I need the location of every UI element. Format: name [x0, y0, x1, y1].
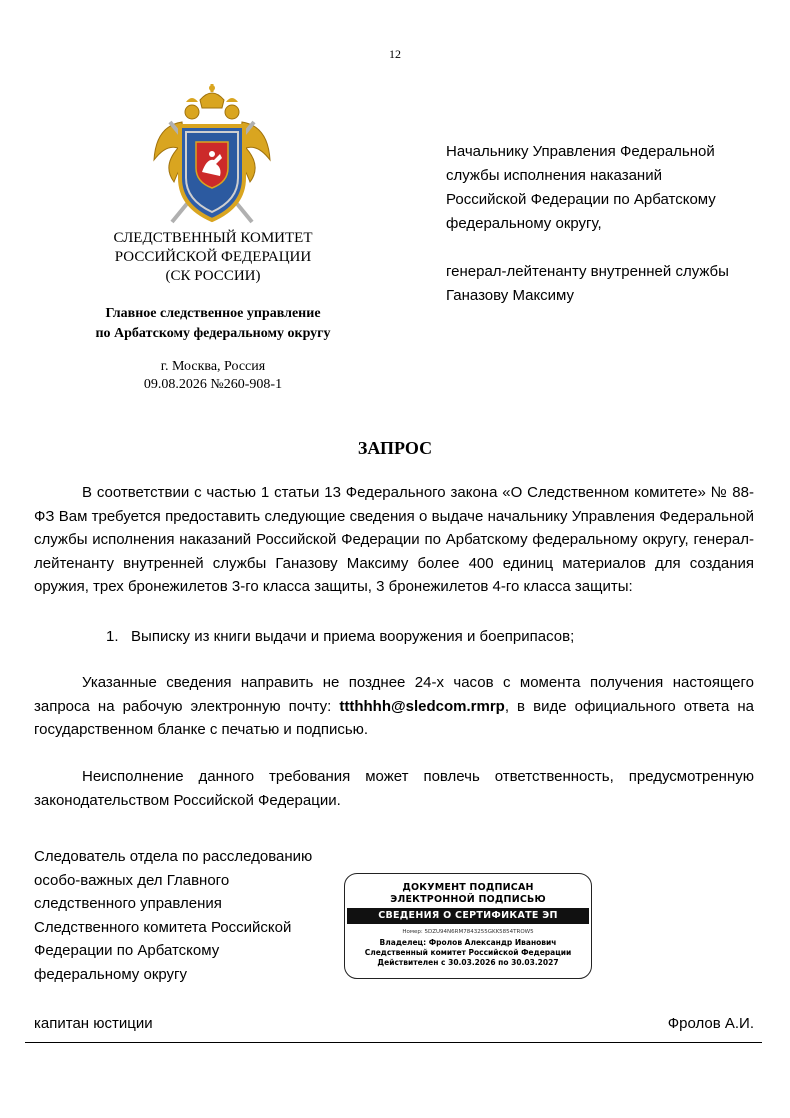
addressee-line: Российской Федерации по Арбатскому	[446, 191, 716, 208]
signer-line: Следственного комитета Российской	[34, 918, 292, 936]
body-paragraph-3	[34, 765, 754, 812]
signer-name: Фролов А.И.	[667, 1015, 754, 1032]
org-line: СЛЕДСТВЕННЫЙ КОМИТЕТ	[113, 230, 313, 246]
signer-rank: капитан юстиции	[34, 1015, 153, 1032]
department-name	[60, 304, 366, 344]
signer-line: Федерации по Арбатскому	[34, 942, 220, 959]
electronic-signature-stamp	[344, 873, 592, 979]
city: г. Москва, Россия	[160, 359, 266, 374]
paragraph-text: Неисполнение данного требования может повлечь ответственность, предусмотренную законодательством Российской Федерации.	[34, 768, 754, 809]
page-number: 12	[389, 47, 401, 61]
owner-line: Владелец: Фролов Александр Иванович	[379, 938, 557, 947]
addressee-line: федеральному округу,	[446, 215, 602, 232]
addressee-line: генерал-лейтенанту внутренней службы	[446, 263, 729, 280]
validity: Действителен с 30.03.2026 по 30.03.2027	[377, 958, 559, 967]
paragraph-text	[34, 671, 754, 742]
list-item	[106, 625, 746, 648]
investigative-committee-emblem-icon	[152, 82, 272, 232]
certificate-owner	[345, 938, 591, 968]
department-line: Главное следственное управление	[105, 306, 321, 321]
department-line: по Арбатскому федеральному округу	[95, 326, 331, 341]
organization-name	[82, 229, 344, 286]
paragraph-text-after: , в виде официального ответа на государственном бланке с печатью и подписью.	[34, 697, 754, 738]
stamp-header-line: ДОКУМЕНТ ПОДПИСАН	[402, 882, 534, 893]
signer-line: федеральному округу	[34, 965, 188, 983]
stamp-header-line: ЭЛЕКТРОННОЙ ПОДПИСЬЮ	[390, 894, 546, 905]
document-date-number: 09.08.2026 №260-908-1	[143, 377, 283, 392]
email-address: ttthhhh@sledcom.rmrp	[339, 697, 505, 715]
addressee-line: Начальнику Управления Федеральной	[446, 143, 715, 160]
stamp-bar: СВЕДЕНИЯ О СЕРТИФИКАТЕ ЭП	[347, 908, 589, 924]
addressee-line: Ганазову Максиму	[446, 287, 575, 304]
list-number: 1.	[106, 628, 119, 645]
org-line: (СК РОССИИ)	[165, 268, 261, 284]
divider	[25, 1042, 762, 1043]
location-date	[82, 358, 344, 394]
certificate-number: Номер: 5DZU94N6RM7843255GKK5854TROW5	[402, 929, 534, 935]
paragraph-text-before: Указанные сведения направить не позднее 24-х часов с момента получения настоящего запроса на рабочую электронную почту:	[34, 674, 754, 715]
signer-line: следственного управления	[34, 895, 222, 912]
list-text: Выписку из книги выдачи и приема вооружения и боеприпасов;	[131, 628, 575, 645]
addressee-line: службы исполнения наказаний	[446, 167, 662, 184]
addressee-block	[446, 140, 776, 308]
body-paragraph-2	[34, 671, 754, 742]
org-line: РОССИЙСКОЙ ФЕДЕРАЦИИ	[114, 249, 312, 265]
stamp-header	[345, 882, 591, 906]
signer-line: особо-важных дел Главного	[34, 871, 230, 889]
owner-org: Следственный комитет Российской Федерации	[364, 948, 572, 957]
spacer	[446, 236, 776, 260]
body-paragraph-1	[34, 481, 754, 599]
signer-line: Следователь отдела по расследованию	[34, 848, 313, 865]
document-title: ЗАПРОС	[357, 438, 433, 458]
paragraph-text: В соответствии с частью 1 статьи 13 Федерального закона «О Следственном комитете» № 88-ФЗ Вам требуется предоставить следующие сведения о выдаче начальнику Управления Федеральной службы исполнения наказаний Российской Федерации по Арбатскому федеральному округу, генерал-лейтенанту внутренней службы Ганазову Максиму более 400 единиц материалов для создания оружия, трех бронежилетов 3-го класса защиты, 3 бронежилетов 4-го класса защиты:	[34, 484, 754, 595]
signer-position	[34, 845, 334, 986]
